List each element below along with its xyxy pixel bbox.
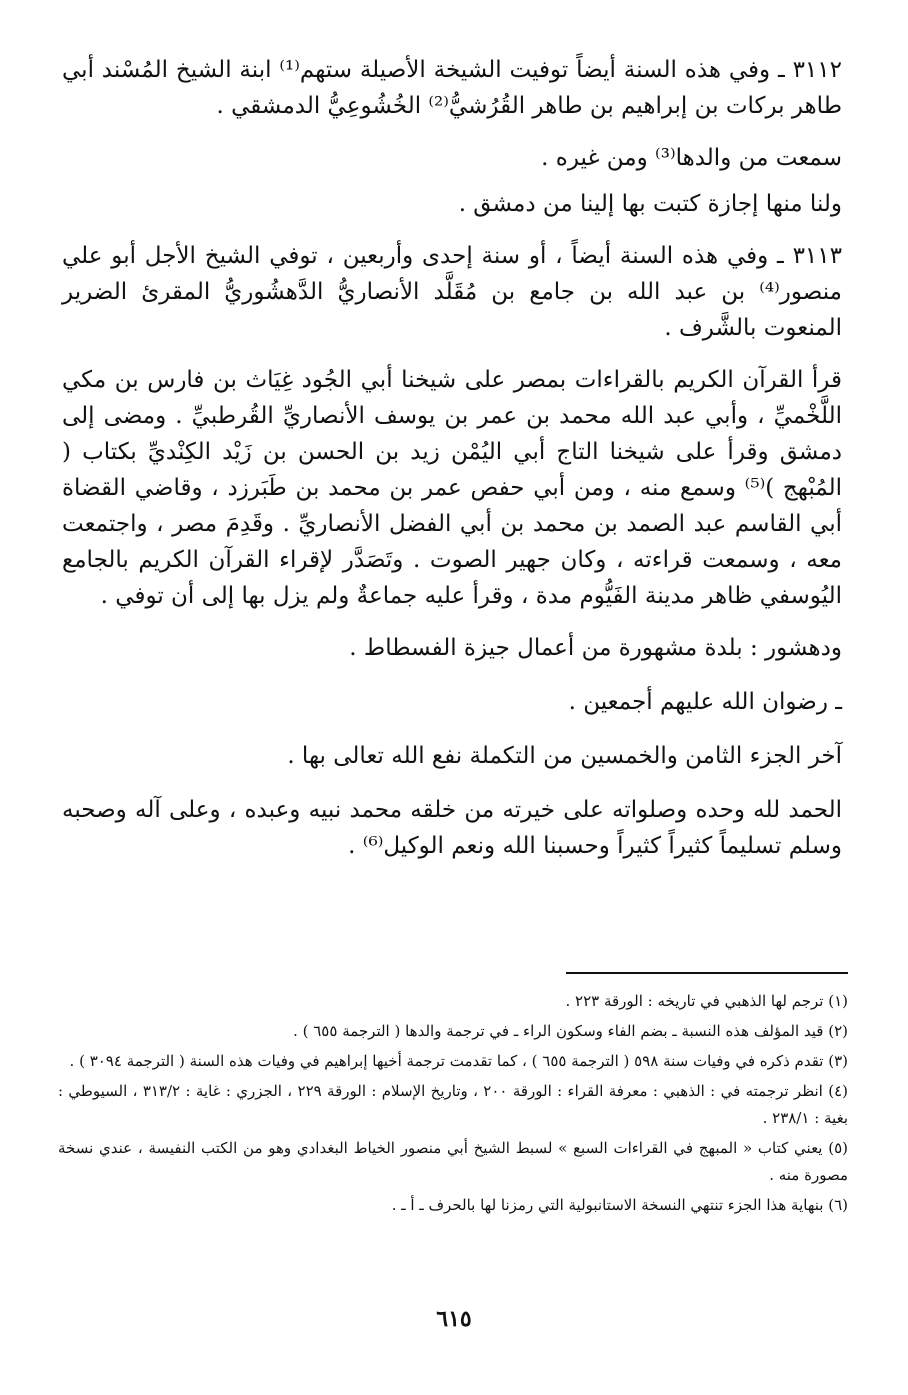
end-of-part-line: آخر الجزء الثامن والخمسين من التكملة نفع الله تعالى بها . [287,743,842,769]
entry-3113-biography: قرأ القرآن الكريم بالقراءات بمصر على شيخنا أبي الجُود غِيَاث بن فارس بن مكي اللَّخْميِّ ، وأبي عبد الله محمد بن عمر بن يوسف الأنصاريِّ القُرطبيِّ . ومضى إلى دمشق وقرأ على شيخنا التاج أبي اليُمْن زيد بن الحسن بن زَيْد الكِنْديِّ بكتاب ( المُبْهج )⁽⁵⁾ وسمع منه ، ومن أبي حفص عمر بن محمد بن طَبَرزد ، وقاضي القضاة أبي القاسم عبد الصمد بن محمد بن أبي الفضل الأنصاريِّ . وقَدِمَ مصر ، واجتمعت معه ، وسمعت قراءته ، وكان جهير الصوت . وتَصَدَّر لإقراء القرآن الكريم بالجامع اليُوسفي ظاهر مدينة الفَيُّوم مدة ، وقرأ عليه جماعةٌ ولم يزل بها إلى أن توفي . [62,367,842,609]
footnote-5: (٥) يعني كتاب « المبهج في القراءات السبع » لسبط الشيخ أبي منصور الخياط البغدادي وهو من الكتب النفيسة ، عندي نسخة مصورة منه . [58,1139,848,1184]
footnotes [58,988,848,1222]
main-text [62,52,842,880]
footnote-3: (٣) تقدم ذكره في وفيات سنة ٥٩٨ ( الترجمة ٦٥٥ ) ، كما تقدمت ترجمة أخيها إبراهيم في وفيات هذه السنة ( الترجمة ٣٠٩٤ ) . [69,1052,848,1070]
footnote-divider [566,972,848,974]
closing-praise: الحمد لله وحده وصلواته على خيرته من خلقه محمد نبيه وعبده ، وعلى آله وصحبه وسلم تسليماً كثيراً كثيراً وحسبنا الله ونعم الوكيل⁽⁶⁾ . [62,797,842,859]
entry-3113: ٣١١٣ ـ وفي هذه السنة أيضاً ، أو سنة إحدى وأربعين ، توفي الشيخ الأجل أبو علي منصور⁽⁴⁾ بن عبد الله بن جامع بن مُقَلَّد الأنصاريُّ الدَّهشُوريُّ المقرئ الضرير المنعوت بالشَّرف . [62,243,842,341]
footnote-1: (١) ترجم لها الذهبي في تاريخه : الورقة ٢٢٣ . [565,992,848,1010]
entry-3112-heard: سمعت من والدها⁽³⁾ ومن غيره . [541,145,842,171]
entry-3112-license: ولنا منها إجازة كتبت بها إلينا من دمشق . [458,191,842,217]
footnote-2: (٢) قيد المؤلف هذه النسبة ـ بضم الفاء وسكون الراء ـ في ترجمة والدها ( الترجمة ٦٥٥ ) . [293,1022,848,1040]
blessing-line: ـ رضوان الله عليهم أجمعين . [568,689,842,715]
footnote-4: (٤) انظر ترجمته في : الذهبي : معرفة القراء : الورقة ٢٠٠ ، وتاريخ الإسلام : الورقة ٢٢٩ ، الجزري : غاية : ٣١٣/٢ ، السيوطي : بغية : ٢٣٨/١ . [58,1082,848,1127]
footnote-6: (٦) بنهاية هذا الجزء تنتهي النسخة الاستانبولية التي رمزنا لها بالحرف ـ أ ـ . [391,1196,848,1214]
page-number: ٦١٥ [436,1306,472,1332]
dahshur-note: ودهشور : بلدة مشهورة من أعمال جيزة الفسطاط . [349,635,842,661]
entry-3112: ٣١١٢ ـ وفي هذه السنة أيضاً توفيت الشيخة الأصيلة ستهم⁽¹⁾ ابنة الشيخ المُسْند أبي طاهر بركات بن إبراهيم بن طاهر القُرُشيُّ⁽²⁾ الخُشُوعِيُّ الدمشقي . [62,57,842,119]
